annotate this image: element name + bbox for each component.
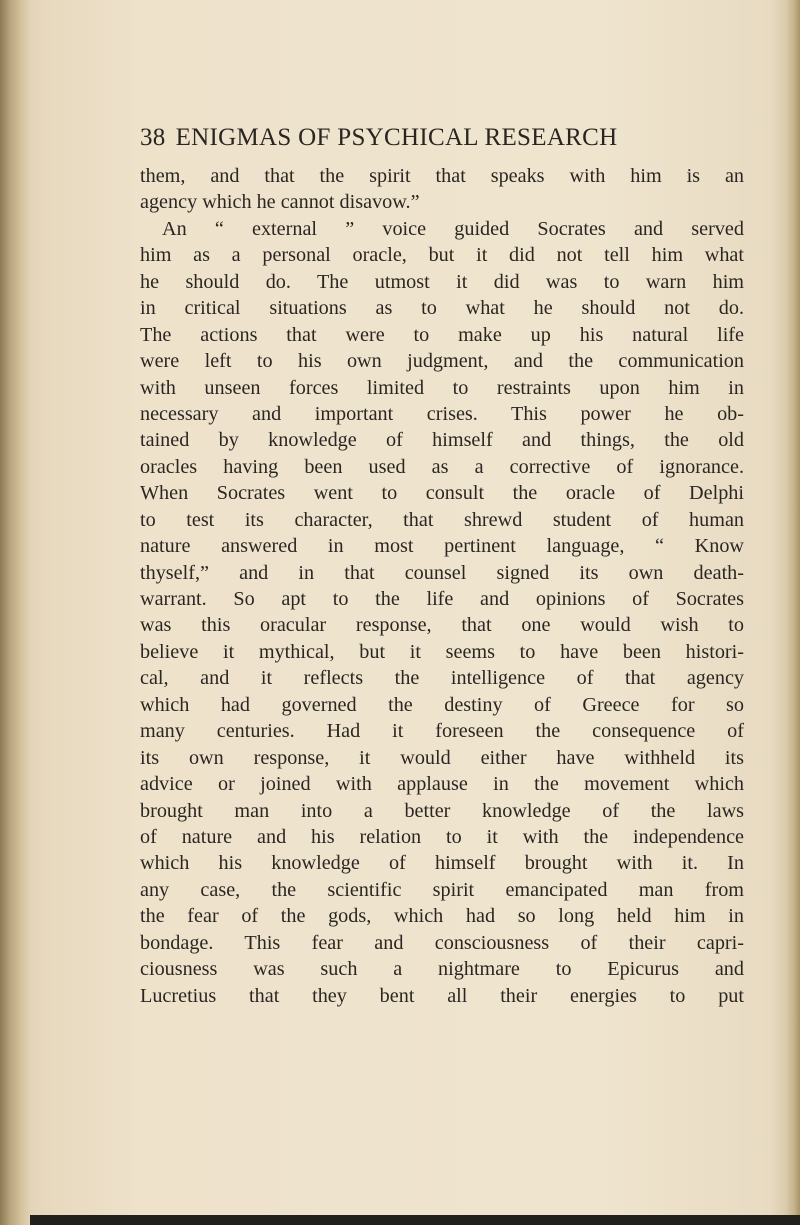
text-line: the fear of the gods, which had so long held him in	[140, 905, 744, 928]
text-line: were left to his own judgment, and the communication	[140, 350, 744, 373]
text-line: nature answered in most pertinent language, “ Know	[140, 535, 744, 558]
text-line: brought man into a better knowledge of the laws	[140, 799, 744, 822]
text-line: warrant. So apt to the life and opinions of Socrates	[140, 588, 744, 610]
running-title: ENIGMAS OF PSYCHICAL RESEARCH	[175, 124, 618, 151]
body-text	[140, 163, 744, 1009]
text-line: thyself,” and in that counsel signed its own death-	[140, 561, 744, 584]
text-line: agency which he cannot disavow.”	[140, 191, 420, 214]
text-line: tained by knowledge of himself and things, the old	[140, 429, 744, 452]
text-line: which had governed the destiny of Greece for so	[140, 693, 744, 716]
text-line: him as a personal oracle, but it did not tell him what	[140, 244, 744, 267]
text-line: to test its character, that shrewd student of human	[140, 508, 744, 531]
text-line: many centuries. Had it foreseen the consequence of	[140, 720, 744, 743]
text-line: he should do. The utmost it did was to warn him	[140, 270, 744, 293]
binding-gutter	[0, 0, 30, 1225]
text-line: which his knowledge of himself brought with it. In	[140, 852, 744, 875]
page-number: 38	[140, 124, 166, 151]
text-line: them, and that the spirit that speaks with him is an	[140, 165, 744, 187]
text-line: with unseen forces limited to restraints upon him in	[140, 376, 744, 399]
text-line: The actions that were to make up his natural life	[140, 323, 744, 346]
text-line: any case, the scientific spirit emancipated man from	[140, 878, 744, 901]
text-line: necessary and important crises. This power he ob-	[140, 402, 744, 425]
text-line: oracles having been used as a corrective of ignorance.	[140, 455, 744, 478]
text-line: was this oracular response, that one would wish to	[140, 614, 744, 637]
text-line: ciousness was such a nightmare to Epicurus and	[140, 958, 744, 981]
text-line: of nature and his relation to it with the independence	[140, 825, 744, 848]
text-line: When Socrates went to consult the oracle of Delphi	[140, 482, 744, 505]
running-header	[140, 124, 750, 152]
text-line: advice or joined with applause in the movement which	[140, 773, 744, 796]
text-line: Lucretius that they bent all their energies to put	[140, 984, 744, 1007]
text-line: in critical situations as to what he should not do.	[140, 297, 744, 320]
page-edge	[786, 0, 800, 1225]
bottom-edge-shadow	[30, 1215, 800, 1225]
text-line: cal, and it reflects the intelligence of that agency	[140, 667, 744, 690]
text-line: bondage. This fear and consciousness of their capri-	[140, 931, 744, 954]
text-line: An “ external ” voice guided Socrates and served	[162, 217, 744, 240]
text-line: its own response, it would either have withheld its	[140, 746, 744, 769]
text-line: believe it mythical, but it seems to have been histori-	[140, 640, 744, 663]
